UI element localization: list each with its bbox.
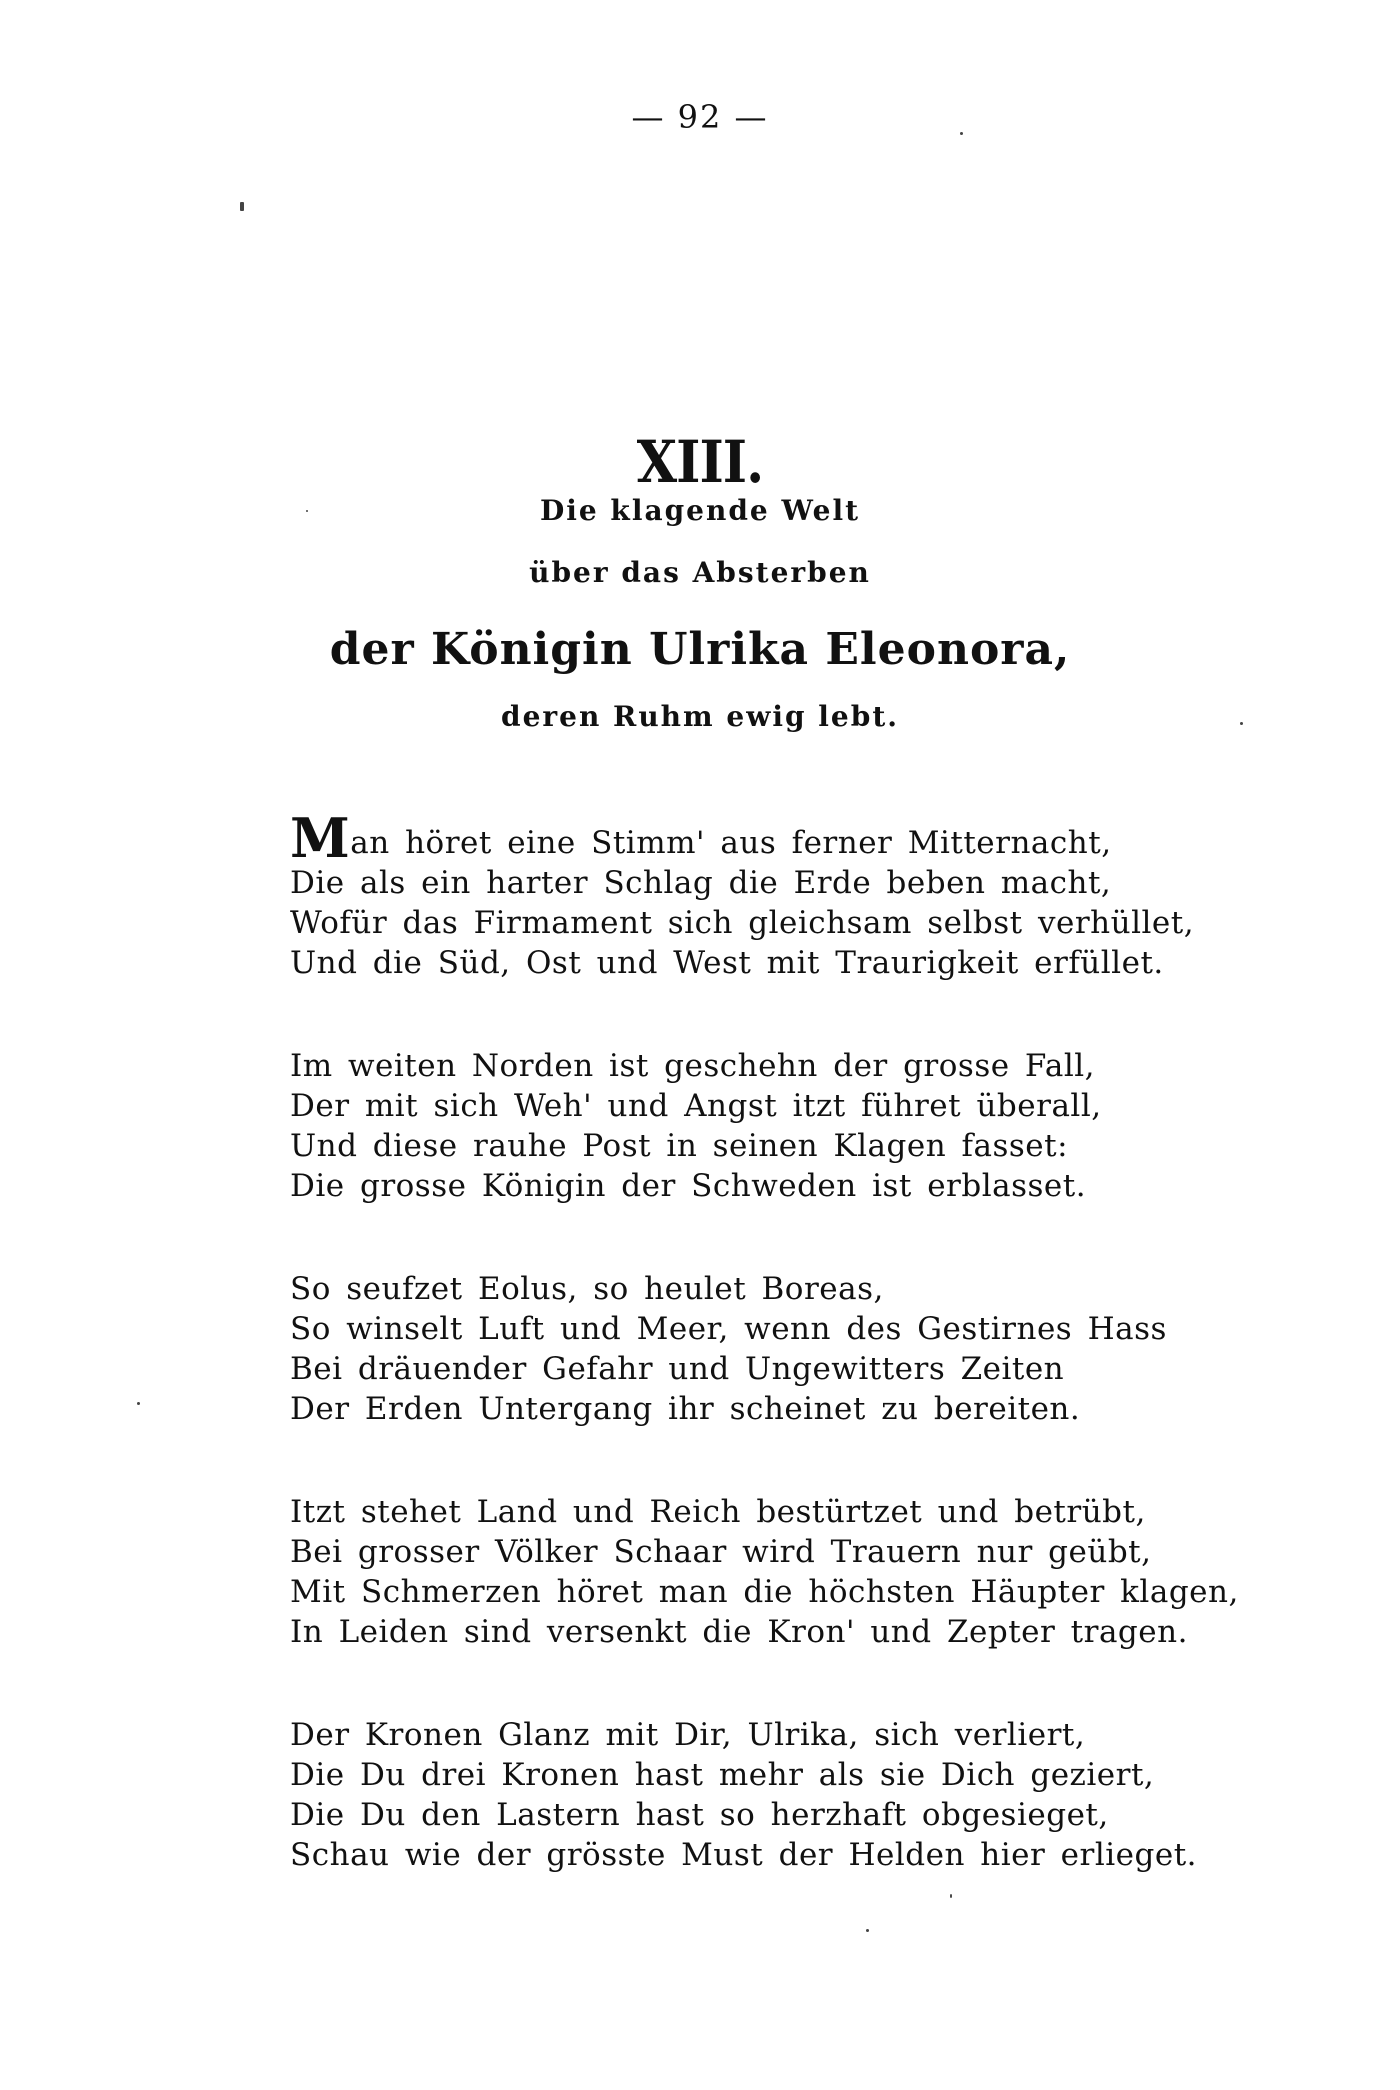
stanza-1 bbox=[290, 806, 1240, 983]
verse-line: Wofür das Firmament sich gleichsam selbst verhüllet, bbox=[290, 905, 1195, 941]
verse-line: Der mit sich Weh' und Angst itzt führet überall, bbox=[290, 1088, 1102, 1124]
poem-body bbox=[290, 806, 1240, 1938]
drop-cap: M bbox=[290, 806, 351, 870]
scan-speck bbox=[137, 1402, 140, 1405]
scan-speck bbox=[240, 202, 244, 211]
verse-text: an höret eine Stimm' aus ferner Mitternacht, bbox=[350, 825, 1112, 861]
verse-line: Und diese rauhe Post in seinen Klagen fasset: bbox=[290, 1128, 1069, 1164]
scan-speck bbox=[306, 510, 308, 512]
stanza-4 bbox=[290, 1492, 1240, 1652]
scan-speck bbox=[1240, 722, 1243, 725]
scan-speck bbox=[960, 132, 963, 135]
verse-line: Der Erden Untergang ihr scheinet zu bereiten. bbox=[290, 1391, 1081, 1427]
subtitle-line-2: über das Absterben bbox=[529, 556, 871, 589]
verse-line: Itzt stehet Land und Reich bestürtzet und betrübt, bbox=[290, 1494, 1146, 1530]
page-number: — 92 — bbox=[631, 98, 769, 136]
verse-line: Der Kronen Glanz mit Dir, Ulrika, sich verliert, bbox=[290, 1717, 1086, 1753]
poem-title: der Königin Ulrika Eleonora, bbox=[329, 624, 1071, 675]
stanza-5 bbox=[290, 1715, 1240, 1875]
stanza-3 bbox=[290, 1269, 1240, 1429]
poem-number: XIII. bbox=[636, 428, 764, 497]
verse-line: Die Du drei Kronen hast mehr als sie Dich geziert, bbox=[290, 1757, 1155, 1793]
verse-line: Die grosse Königin der Schweden ist erblasset. bbox=[290, 1168, 1087, 1204]
verse-line: Und die Süd, Ost und West mit Traurigkeit erfüllet. bbox=[290, 945, 1164, 981]
subtitle-line-1: Die klagende Welt bbox=[539, 494, 861, 527]
verse-line bbox=[290, 806, 1240, 870]
scan-speck bbox=[950, 1894, 952, 1898]
verse-line: Die Du den Lastern hast so herzhaft obgesieget, bbox=[290, 1797, 1109, 1833]
verse-line: Die als ein harter Schlag die Erde beben macht, bbox=[290, 865, 1112, 901]
scan-speck bbox=[866, 1929, 869, 1932]
verse-line: Im weiten Norden ist geschehn der grosse Fall, bbox=[290, 1048, 1095, 1084]
verse-line: Bei grosser Völker Schaar wird Trauern nur geübt, bbox=[290, 1534, 1152, 1570]
verse-line: Bei dräuender Gefahr und Ungewitters Zeiten bbox=[290, 1351, 1065, 1387]
verse-line: In Leiden sind versenkt die Kron' und Zepter tragen. bbox=[290, 1614, 1188, 1650]
verse-line: So seufzet Eolus, so heulet Boreas, bbox=[290, 1271, 884, 1307]
verse-line: So winselt Luft und Meer, wenn des Gestirnes Hass bbox=[290, 1311, 1167, 1347]
subtitle-line-4: deren Ruhm ewig lebt. bbox=[500, 700, 899, 733]
verse-line: Mit Schmerzen höret man die höchsten Häupter klagen, bbox=[290, 1574, 1239, 1610]
stanza-2 bbox=[290, 1046, 1240, 1206]
verse-line: Schau wie der grösste Must der Helden hier erlieget. bbox=[290, 1837, 1198, 1873]
